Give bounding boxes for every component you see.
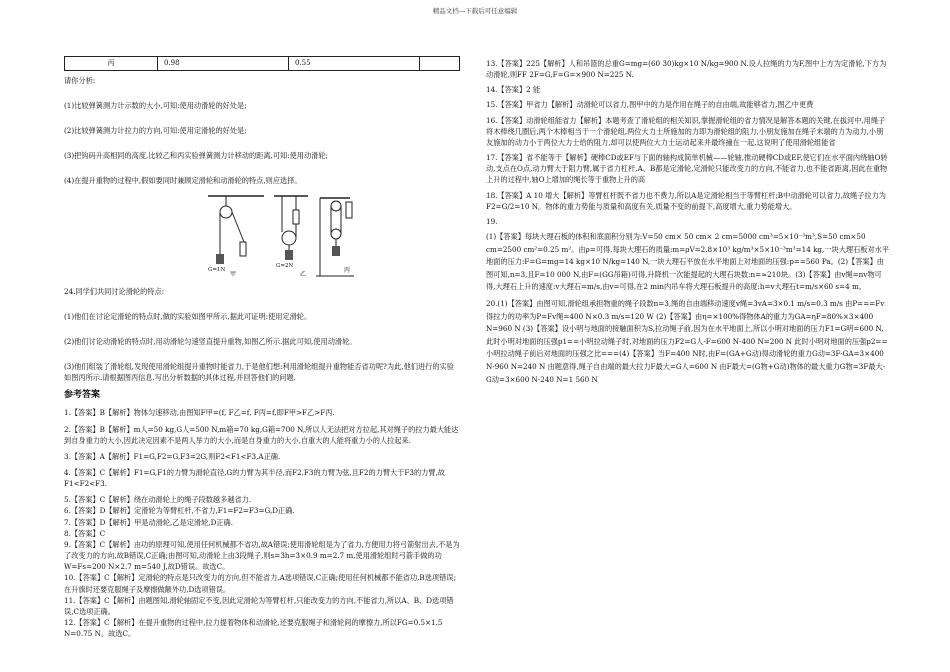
answer-item: 19. — [486, 216, 498, 226]
answer-item: 15.【答案】甲省力【解析】动滑轮可以省力,图甲中的力是作用在绳子的自由端,故能够省力,图乙中更费 — [486, 100, 814, 110]
answer-item: 1.【答案】B【解析】物体匀速移动,由图知F甲=(f, F乙=f, F丙=f,即F甲>F乙>F丙. — [64, 408, 335, 418]
answer-item: (1)【答案】每块大理石板的体积和底面积分别为:V=50 cm× 50 cm× 2 cm=5000 cm³=5×10⁻³m³,S=50 cm×50 cm=2500 cm²=0.25 m²。由ρ=可得,每块大理石的质量:m=ρV=2.8×10³ kg/m³×5×10⁻³m³=14 kg,一块大理石板对水平地面的压力:F=G=mg=14 kg×10 N/kg=140 N,一块大理石平放在水平地面上对地面的压强:p==560 Pa。(2)【答案】由图可知,n=3,且F=10 000 N,由F=(GG吊箱)可得,升降机一次能提起的大理石块数:n=≈210块。(3)【答案】由v绳=nv物可得,大理石上升的速度:v大理石=m/s,由v=可得,在2 min内吊车将大理石板提升的高度:h=v大理石t=m/s×60 s=4 m。 — [486, 232, 890, 292]
answer-item: 4.【答案】C【解析】F1=G,F1的力臂为滑轮直径,G的力臂为其半径,而F2,F3的力臂为弦,且F2的力臂大于F3的力臂,故F1<F2<F3. — [64, 467, 445, 489]
question-item: (2)他们讨论动滑轮的特点时,用动滑轮匀速竖直提升重物,如图乙所示.据此可知,使用动滑轮。 — [64, 336, 357, 346]
answer-item: 7.【答案】D【解析】甲是动滑轮,乙是定滑轮,D正确. — [64, 517, 233, 527]
answer-item: 20.(1)【答案】由图可知,滑轮组承担物重的绳子段数n=3,绳的自由端移动速度v绳=3vA=3×0.1 m/s=0.3 m/s 由P===Fv得拉力的功率为P=Fv绳=400 N×0.3 m/s=120 W (2)【答案】由η=×100%得物体A的重力为GA=ηF=80%×3×400 N=960 N (3)【答案】设小明与地面的接触面积为S,拉动绳子前,因为在水平地面上,所以小明对地面的压力F1=G明=600 N,此时小明对地面的压强p1==小明拉动绳子时,对地面的压力F2=G人-F=600 N-400 N=200 N 此时小明对地面的压强p2==小明拉动绳子前后对地面的压强之比===(4)【答案】当F=400 N时,由F=(GA+G动)得动滑轮的重力G动=3F-GA=3×400 N-960 N=240 N 由题意得,绳子自由端的最大拉力F最大=G人=600 N 由F最大=(G物+G动)物体的最大重力G物=3F最大-G动=3×600 N-240 N=1 560 N — [486, 299, 888, 384]
data-table — [64, 56, 460, 71]
figure-label: 丙 — [344, 266, 351, 274]
answer-item: 5.【答案】C【解析】绕在动滑轮上的绳子段数越多越省力. — [64, 495, 252, 505]
figure-label: 乙 — [300, 270, 307, 278]
figure-label: 甲 — [230, 270, 237, 278]
answer-item: 13.【答案】225【解析】人和吊篮的总重G=mg=(60 30)kg×10 N/kg=900 N.设人拉绳的力为F,图中上方为定滑轮,下方为动滑轮,则FF 2F=G,F=G=×900 N=225 N. — [486, 59, 887, 80]
answer-item: 11.【答案】C【解析】由题图知,滑轮轴固定不变,因此定滑轮为等臂杠杆,只能改变力的方向,不能省力,所以A、B、D选项错误,C选项正确。 — [64, 595, 454, 616]
question-stem: 24.同学们共同讨论滑轮的特点: — [64, 286, 165, 296]
answer-item: 2.【答案】B【解析】m人=50 kg,G人=500 N,m箱=70 kg,G箱=700 N,所以人无法把对方拉起,其对绳子的拉力最大能达到自身重力的大小,因此决定因素不是两人举力的大小,而是自身重力的大小,自重大的人能将重力小的人拉起来. — [64, 424, 459, 445]
answer-item: 16.【答案】动滑轮组能省力【解析】本题考查了滑轮组的相关知识,掌握滑轮组的省力情况是解答本题的关键,在拔河中,用绳子将木棒绕几圈后,两个木棒相当于一个滑轮组,两位大力士所施加的力即为滑轮组的阻力,小朋友施加在绳子末端的力为动力,小朋友施加的动力小于两位大力士给的阻力,却可以使两位大力士运动起来并最终撞在一起,这说明了使用滑轮组能省 — [486, 115, 886, 147]
question-item: (1)他们在讨论定滑轮的特点时,做的实验如图甲所示,据此可证明:使用定滑轮。 — [64, 311, 312, 321]
figure-label: G=1N — [208, 266, 226, 273]
answer-item: 10.【答案】C【解析】定滑轮的特点是只改变力的方向,但不能省力,A选项错误,C正确;使用任何机械都不能省功,B选项错误;在升旗时还要克服绳子及摩擦做额外功,D选项错误。 — [64, 573, 456, 594]
right-column — [486, 58, 890, 390]
analysis-prompt: 请你分析: — [64, 75, 96, 85]
question-item: (3)把钩码升高相同的高度,比较乙和丙实验弹簧测力计移动的距离,可知:使用动滑轮; — [64, 151, 328, 161]
table-cell — [420, 57, 460, 71]
answer-item: 12.【答案】C【解析】在提升重物的过程中,拉力提着物体和动滑轮,还要克服绳子和滑轮间的摩擦力,所以FG=0.5×1.5 N=0.75 N。故选C。 — [64, 618, 443, 639]
question-item: (2)比较弹簧测力计拉力的方向,可知:使用定滑轮的好处是; — [64, 126, 247, 136]
answer-item: 8.【答案】C — [64, 528, 106, 538]
answers-title: 参考答案 — [64, 390, 101, 401]
question-item: (4)在提升重物的过程中,假如要同时兼顾定滑轮和动滑轮的特点,则应选择。 — [64, 176, 302, 186]
table-cell: 0.55 — [289, 57, 420, 71]
question-item: (1)比较弹簧测力计示数的大小,可知:使用动滑轮的好处是; — [64, 101, 247, 110]
answer-item: 18.【答案】A 10 增大【解析】等臂杠杆既不省力也不费力,所以A是定滑轮相当于等臂杠杆;B中动滑轮可以省力,故绳子拉力为F2=G/2=10 N。物体的重力势能与质量和高度有关,质量不变的前提下,高度增大,重力势能增大。 — [486, 190, 886, 211]
table-row — [65, 57, 460, 71]
answer-item: 14.【答案】2 能 — [486, 85, 541, 95]
answer-item: 17.【答案】省不能等于【解析】硬棒CD或EF与下面的轴构成简单机械——轮轴,推动硬棒CD或EF,使它们在水平面内绕轴O转动,支点在O点,动力臂大于阻力臂,属于省力杠杆,A、B都是定滑轮,定滑轮只能改变力的方向,不能省力,也不能省距离,因此在重物上升的过程中,轴O上增加的绳长等于重物上升的高 — [486, 153, 888, 185]
left-column — [64, 56, 460, 639]
answer-item: 6.【答案】D【解析】定滑轮为等臂杠杆,不省力,F1=F2=F3=G,D正确. — [64, 506, 295, 516]
page-header: 精品文档---下载后可任意编辑 — [432, 7, 518, 15]
figure-label: G=2N — [276, 262, 294, 269]
table-cell: 0.98 — [158, 57, 289, 71]
question-item: (3)他们组装了滑轮组,发现使用滑轮组提升重物时能省力,于是他们想:利用滑轮组提升重物能否省功呢?为此,他们进行的实验如图丙所示.请根据图丙信息.写出分析数据的具体过程,并回答他们的问题. — [64, 362, 454, 383]
pulley-figure — [204, 192, 360, 280]
answer-item: 9.【答案】C【解析】由功的原理可知,使用任何机械都不省功,故A错误;使用滑轮组是为了省力,方便用力将弓箭射出去,不是为了改变力的方向,故B错误,C正确;由图可知,动滑轮上由3段绳子,则s=3h=3×0.9 m=2.7 m,使用滑轮组时弓箭手做的功W=Fs=200 N×2.7 m=540 J,故D错误。故选C。 — [64, 539, 460, 572]
answer-item: 3.【答案】A【解析】F1=G,F2=G,F3=2G,则F2<F1<F3,A正确. — [64, 451, 281, 461]
table-cell: 丙 — [65, 57, 158, 71]
